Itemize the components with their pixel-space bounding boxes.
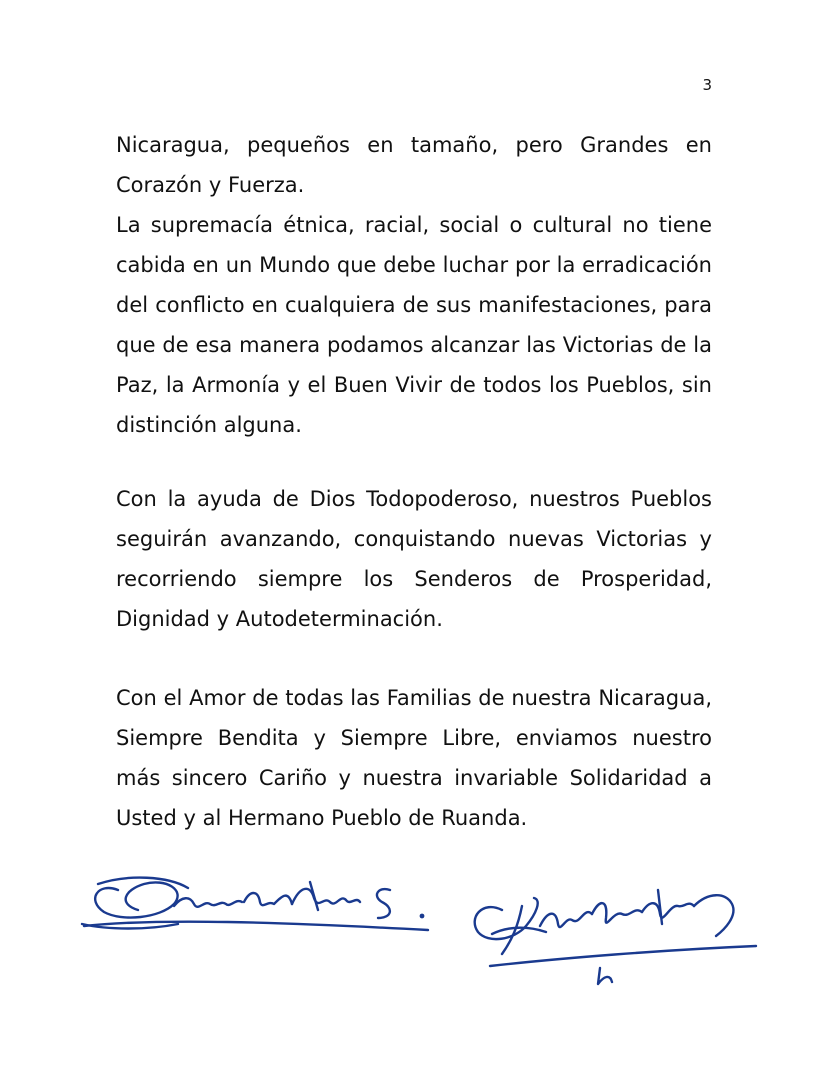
paragraph-4-container [116, 678, 712, 838]
paragraph-4: Con el Amor de todas las Familias de nuestra Nicaragua, Siempre Bendita y Siempre Libre, enviamos nuestro más sincero Cariño y nuestra invariable Solidaridad a Usted y al Hermano Pueblo de Ruanda. [116, 686, 712, 830]
paragraph-3-container [116, 479, 712, 639]
paragraph-3: Con la ayuda de Dios Todopoderoso, nuestros Pueblos seguirán avanzando, conquistando nuevas Victorias y recorriendo siempre los Senderos de Prosperidad, Dignidad y Autodeterminación. [116, 487, 712, 631]
paragraph-2: La supremacía étnica, racial, social o cultural no tiene cabida en un Mundo que debe luchar por la erradicación del conflicto en cualquiera de sus manifestaciones, para que de esa manera podamos alcanzar las Victorias de la Paz, la Armonía y el Buen Vivir de todos los Pueblos, sin distinción alguna. [116, 213, 712, 437]
paragraph-1-container [116, 125, 712, 205]
signature-right [462, 870, 762, 990]
page-number: 3 [702, 76, 712, 94]
paragraph-1: Nicaragua, pequeños en tamaño, pero Grandes en Corazón y Fuerza. [116, 133, 712, 197]
signature-left [78, 860, 438, 940]
paragraph-2-container [116, 205, 712, 445]
